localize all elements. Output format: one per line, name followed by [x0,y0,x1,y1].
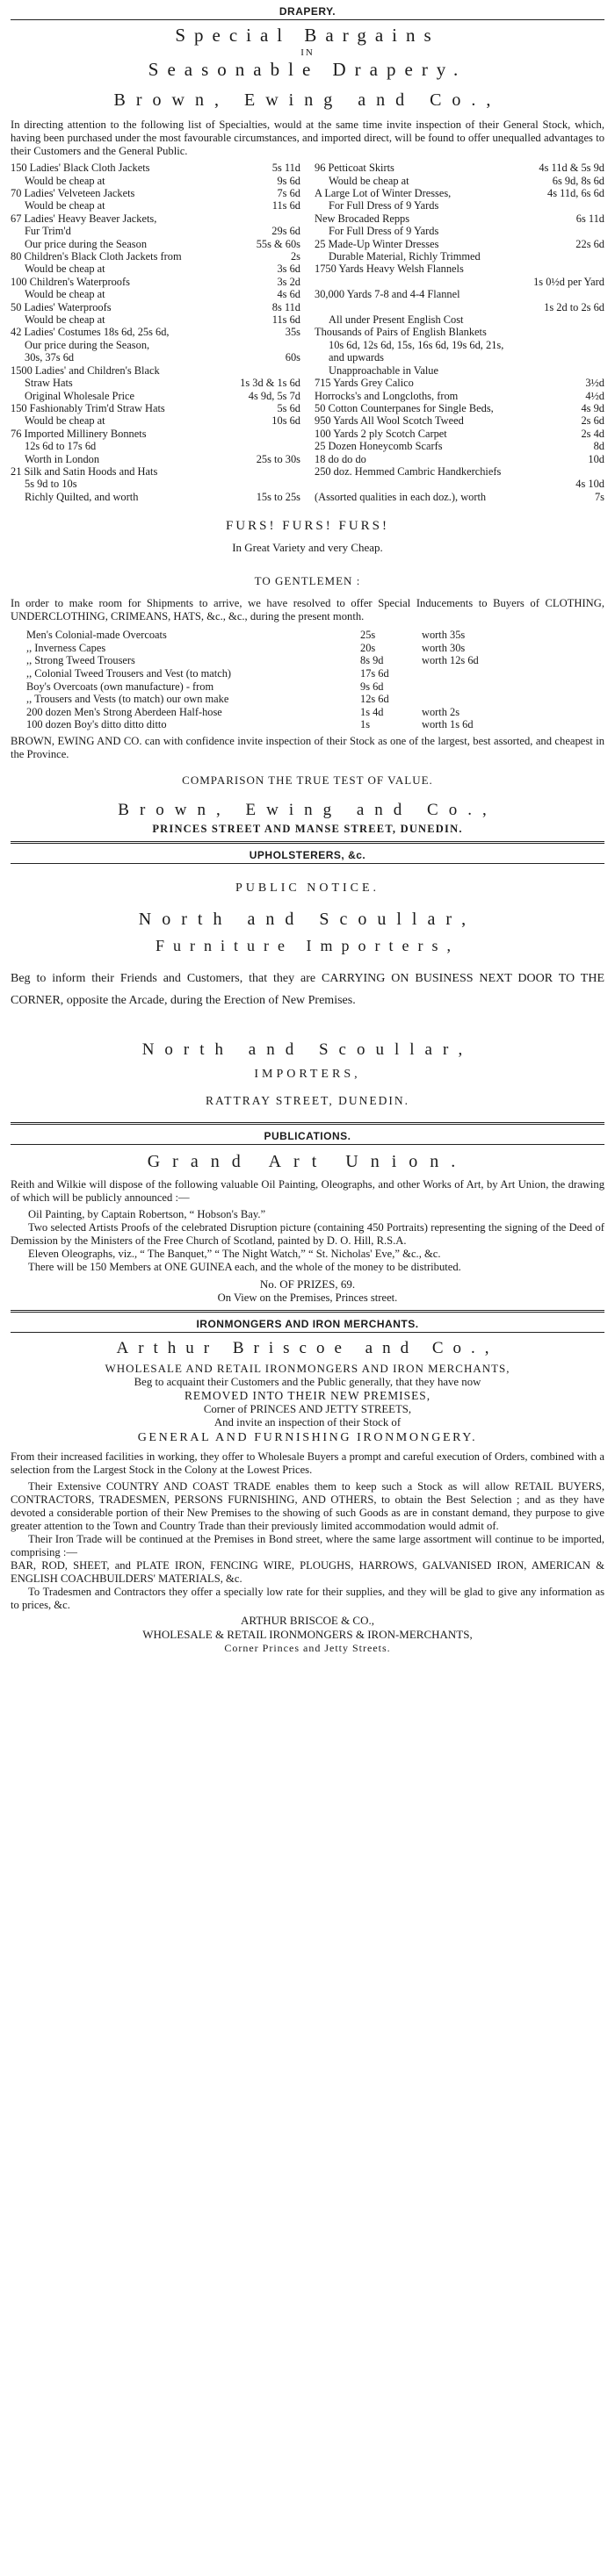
item-price: 6s 11d [575,212,604,225]
firm-brown-ewing-footer: Brown, Ewing and Co., [118,800,497,819]
gentlemen-price: 17s 6d [360,666,389,680]
item-name: 96 Petticoat Skirts [315,162,394,175]
item-price: 22s 6d [575,237,604,250]
item-name: Horrocks's and Longcloths, from [315,389,459,402]
gentlemen-worth [422,693,527,706]
item-name: 76 Imported Millinery Bonnets [11,427,147,440]
item-price: 4s 6d [277,288,300,301]
briscoe-line1: WHOLESALE AND RETAIL IRONMONGERS AND IRON MERCHANTS, [105,1362,510,1376]
item-name: Thousands of Pairs of English Blankets [315,326,487,339]
headline-special-bargains: Special Bargains [175,25,440,46]
price-row [11,364,300,377]
gentlemen-table [26,629,604,731]
item-name: Would be cheap at [25,263,105,276]
item-name: 5s 9d to 10s [25,478,77,491]
divider [11,1122,604,1125]
item-name: 100 Children's Waterproofs [11,275,130,288]
price-row [315,402,604,414]
price-row [11,238,300,250]
item-name: 21 Silk and Satin Hoods and Hats [11,464,158,478]
price-row [315,288,604,300]
briscoe-line5: And invite an inspection of their Stock of [213,1416,402,1429]
gentlemen-price: 25s [360,629,376,642]
item-name: (Assorted qualities in each doz.), worth [315,490,487,503]
section-title-drapery: DRAPERY. [11,4,604,20]
price-row [315,276,604,288]
price-row [11,187,300,199]
item-price: 3s 6d [277,263,300,276]
item-name: Our price during the Season [25,237,148,250]
price-row [11,453,300,465]
item-name: 70 Ladies' Velveteen Jackets [11,187,135,199]
gentlemen-row [26,693,604,706]
gentlemen-price: 9s 6d [360,680,384,693]
price-row [11,326,300,338]
gentlemen-row [26,642,604,655]
gentlemen-price: 1s 4d [360,705,384,718]
item-name: Would be cheap at [25,288,105,301]
art-union-para3: Two selected Artists Proofs of the celebrated Disruption picture (containing 450 Portraits) representing the signing of the Deed of Demission by the Ministers of the Free Church of Scotland, painted by D. O. Hill, R.S.A. [11,1221,604,1248]
section-title-upholsterers: UPHOLSTERERS, &c. [11,847,604,864]
item-name: 30,000 Yards 7-8 and 4-4 Flannel [315,288,460,301]
gentlemen-worth: worth 35s [422,629,466,642]
item-name: Would be cheap at [329,174,409,187]
price-row [315,250,604,263]
price-row [11,199,300,212]
item-price: 5s 11d [271,162,300,175]
price-row [315,478,604,490]
price-row [315,491,604,503]
drapery-left-column [11,162,300,503]
price-row [11,339,300,351]
item-name: 42 Ladies' Costumes 18s 6d, 25s 6d, [11,326,170,339]
gentlemen-worth [422,667,527,680]
price-row [11,225,300,237]
item-price: 10s 6d [271,414,300,428]
gentlemen-worth: worth 2s [422,705,460,718]
divider [11,841,604,844]
item-name: 25 Dozen Honeycomb Scarfs [315,440,443,453]
item-name: Would be cheap at [25,174,105,187]
gentlemen-row [26,654,604,667]
drapery-price-columns [11,162,604,503]
item-name: For Full Dress of 9 Yards [329,225,439,238]
item-name: New Brocaded Repps [315,212,410,225]
price-row [315,428,604,440]
gentlemen-item: Boy's Overcoats (own manufacture) - from [26,680,214,693]
item-price: 4s 9d, 5s 7d [248,389,300,402]
price-row [315,263,604,275]
price-row [11,313,300,326]
item-price: 5s 6d [277,401,300,414]
gentlemen-row [26,667,604,680]
gentlemen-price: 20s [360,641,376,654]
item-price: 9s 6d [277,174,300,187]
art-union-para2: Oil Painting, by Captain Robertson, “ Hobson's Bay.” [28,1208,266,1221]
drapery-intro: In directing attention to the following list of Specialties, would at the same time invite inspection of their General Stock, which, having been purchased under the most favourable circumstances, and imported direct, will be found to offer unequalled advantages to their Customers and the General Public. [11,119,604,158]
item-name: 25 Made-Up Winter Dresses [315,237,439,250]
item-name: 50 Cotton Counterpanes for Single Beds, [315,401,494,414]
importers-label: IMPORTERS, [254,1068,361,1082]
item-name: 250 doz. Hemmed Cambric Handkerchiefs [315,464,502,478]
price-row [11,402,300,414]
price-row [11,276,300,288]
price-row [11,250,300,263]
item-price: 6s 9d, 8s 6d [552,174,604,187]
section-title-publications: PUBLICATIONS. [11,1128,604,1145]
briscoe-para3: Their Iron Trade will be continued at the Premises in Bond street, where the same large assortment will continue to be imported, comprising :— [11,1533,604,1559]
item-price: 3½d [585,377,604,390]
price-row [315,301,604,313]
price-row [11,351,300,363]
furniture-importers: Furniture Importers, [156,936,459,954]
price-row [315,313,604,326]
item-name: Would be cheap at [25,414,105,428]
item-name: 12s 6d to 17s 6d [25,440,97,453]
item-name: 1750 Yards Heavy Welsh Flannels [315,263,464,276]
gentlemen-row [26,680,604,694]
item-name: 67 Ladies' Heavy Beaver Jackets, [11,212,157,225]
furs-sub: In Great Variety and very Cheap. [232,541,383,555]
item-price: 7s [594,490,604,503]
item-name: Durable Material, Richly Trimmed [329,250,481,263]
gentlemen-worth: worth 30s [422,641,466,654]
item-name: 150 Ladies' Black Cloth Jackets [11,162,150,175]
gentlemen-outro: BROWN, EWING AND CO. can with confidence invite inspection of their Stock as one of the largest, best assorted, and cheapest in the Province. [11,734,604,760]
price-row [315,440,604,452]
briscoe-footer2: WHOLESALE & RETAIL IRONMONGERS & IRON-MERCHANTS, [142,1628,473,1642]
item-name: 715 Yards Grey Calico [315,377,414,390]
briscoe-line4: Corner of PRINCES AND JETTY STREETS, [203,1403,412,1416]
art-union-para5: There will be 150 Members at ONE GUINEA each, and the whole of the money to be distributed. [28,1261,461,1274]
item-price: 60s [285,351,300,364]
price-row [315,339,604,351]
price-row [315,162,604,174]
gentlemen-price: 1s [360,718,371,731]
briscoe-line2: Beg to acquaint their Customers and the Public generally, that they have now [134,1376,481,1389]
item-name: 150 Fashionably Trim'd Straw Hats [11,401,165,414]
upholsterers-address: RATTRAY STREET, DUNEDIN. [206,1094,409,1108]
firm-brown-ewing: Brown, Ewing and Co., [113,90,502,111]
price-row [11,288,300,300]
price-row [315,465,604,478]
item-name: 18 do do do [315,452,366,465]
gentlemen-worth: worth 12s 6d [422,654,479,667]
item-price: 4s 10d [575,478,604,491]
price-row [11,175,300,187]
price-row [11,263,300,275]
price-row [11,465,300,478]
price-row [315,414,604,427]
item-name: Original Wholesale Price [25,389,135,402]
price-row [315,364,604,377]
item-price: 4½d [585,389,604,402]
briscoe-goods: BAR, ROD, SHEET, and PLATE IRON, FENCING WIRE, PLOUGHS, HARROWS, GALVANISED IRON, AMERICAN & ENGLISH COACHBUILDERS' MATERIALS, &c. [11,1559,604,1586]
art-union-para1: Reith and Wilkie will dispose of the following valuable Oil Painting, Oleographs, and other Works of Art, by Art Union, the drawing of which will be publicly announced :— [11,1178,604,1205]
item-name: A Large Lot of Winter Dresses, [315,187,452,199]
art-union-para4: Eleven Oleographs, viz., “ The Banquet,” “ The Night Watch,” “ St. Nicholas' Eve,” &c., &c. [28,1248,441,1261]
price-row [11,478,300,490]
price-row [11,162,300,174]
gentlemen-item: Men's Colonial-made Overcoats [26,629,167,642]
item-price: 29s 6d [271,225,300,238]
price-row [315,377,604,389]
item-price: 55s & 60s [256,237,300,250]
price-row [315,453,604,465]
briscoe-footer1: ARTHUR BRISCOE & CO., [241,1614,374,1628]
drapery-address: PRINCES STREET AND MANSE STREET, DUNEDIN. [152,822,463,835]
item-price: 4s 11d & 5s 9d [539,162,604,175]
item-name: Would be cheap at [25,199,105,212]
item-name: Straw Hats [25,377,73,390]
item-name: Fur Trim'd [25,225,71,238]
public-notice: PUBLIC NOTICE. [235,881,380,895]
firm-north-scoullar-footer: North and Scoullar, [141,1040,474,1059]
gentlemen-row [26,706,604,719]
gentlemen-intro: In order to make room for Shipments to arrive, we have resolved to offer Special Inducements to Buyers of CLOTHING, UNDERCLOTHING, CRIMEANS, HATS, &c., &c., during the present month. [11,597,604,623]
price-row [315,199,604,212]
price-row [11,491,300,503]
gentlemen-row [26,718,604,731]
gentlemen-item: ,, Strong Tweed Trousers [26,654,135,667]
price-row [315,326,604,338]
furs-line: FURS! FURS! FURS! [225,519,390,534]
briscoe-line3: REMOVED INTO THEIR NEW PREMISES, [184,1389,431,1403]
item-price: 1s 3d & 1s 6d [240,377,300,390]
price-row [11,390,300,402]
item-name: Our price during the Season, [25,338,150,351]
briscoe-para4: To Tradesmen and Contractors they offer a specially low rate for their supplies, and they will be glad to give any information as to prices, &c. [11,1586,604,1612]
price-row [315,390,604,402]
item-name: Worth in London [25,452,100,465]
item-name: 950 Yards All Wool Scotch Tweed [315,414,464,428]
item-name: Richly Quilted, and worth [25,490,139,503]
gentlemen-item: ,, Colonial Tweed Trousers and Vest (to match) [26,666,232,680]
gentlemen-item: ,, Trousers and Vests (to match) our own make [26,693,229,706]
briscoe-footer3: Corner Princes and Jetty Streets. [224,1642,391,1655]
item-price: 11s 6d [271,313,300,327]
briscoe-line6: GENERAL AND FURNISHING IRONMONGERY. [137,1431,478,1445]
gentlemen-item: ,, Inverness Capes [26,641,106,654]
firm-arthur-briscoe: Arthur Briscoe and Co., [116,1339,499,1358]
item-price: 35s [285,326,300,339]
price-row [315,187,604,199]
divider [11,1310,604,1313]
price-row [315,212,604,225]
price-row [11,212,300,225]
gentlemen-worth: worth 1s 6d [422,718,474,731]
firm-north-scoullar: North and Scoullar, [138,909,477,929]
headline-in: IN [300,47,315,59]
price-row [315,351,604,363]
headline-seasonable-drapery: Seasonable Drapery. [148,59,467,81]
item-price: 4s 11d, 6s 6d [547,187,604,199]
item-price: 11s 6d [271,199,300,212]
item-price: 1s 2d to 2s 6d [544,300,604,313]
item-price: 2s [290,250,300,263]
item-name: 80 Children's Black Cloth Jackets from [11,250,182,263]
item-price: 1s 0½d per Yard [533,275,604,288]
newspaper-page [11,4,604,1655]
item-price: 3s 2d [277,275,300,288]
price-row [11,440,300,452]
item-name: 30s, 37s 6d [25,351,75,364]
item-name: Would be cheap at [25,313,105,327]
briscoe-para1: From their increased facilities in working, they offer to Wholesale Buyers a prompt and careful execution of Orders, combined with a selection from the Largest Stock in the Colony at the Lowest Prices. [11,1450,604,1477]
gentlemen-title: TO GENTLEMEN : [254,574,361,588]
item-price: 2s 6d [581,414,604,428]
gentlemen-worth [422,680,527,694]
item-price: 8s 11d [271,300,300,313]
grand-art-union: Grand Art Union. [147,1152,468,1172]
comparison-banner: COMPARISON THE TRUE TEST OF VALUE. [182,773,433,787]
item-name: 100 Yards 2 ply Scotch Carpet [315,427,447,440]
item-price: 4s 9d [581,401,604,414]
item-name: 50 Ladies' Waterproofs [11,300,112,313]
item-name: All under Present English Cost [329,313,464,327]
item-price: 10d [588,452,604,465]
briscoe-para2: Their Extensive COUNTRY AND COAST TRADE enables them to keep such a Stock as will allow RETAIL BUYERS, CONTRACTORS, TRADESMEN, PERSONS FURNISHING, AND OTHERS, to obtain the Best Selection ; and as they have devoted a considerable portion of their New Premises to the showing of such Goods as are in constant demand, they purpose to give greater attention to the Town and Country Trade than their previously limited accommodation would admit of. [11,1480,604,1533]
on-view: On View on the Premises, Princes street. [217,1292,398,1305]
gentlemen-price: 8s 9d [360,654,384,667]
gentlemen-item: 200 dozen Men's Strong Aberdeen Half-hose [26,705,222,718]
item-name: 10s 6d, 12s 6d, 15s, 16s 6d, 19s 6d, 21s, [329,338,504,351]
price-row [315,238,604,250]
upholsterers-body: Beg to inform their Friends and Customers, that they are CARRYING ON BUSINESS NEXT DOOR TO THE CORNER, opposite the Arcade, during the Erection of New Premises. [11,971,604,1007]
item-name: For Full Dress of 9 Yards [329,199,439,212]
item-price: 25s to 30s [256,452,300,465]
price-row [11,428,300,440]
price-row [315,175,604,187]
gentlemen-row [26,629,604,642]
item-price: 2s 4d [581,427,604,440]
item-name: and upwards [329,351,384,364]
drapery-right-column [315,162,604,503]
item-name: Unapproachable in Value [329,363,439,377]
item-name: 1500 Ladies' and Children's Black [11,363,160,377]
section-title-ironmongers: IRONMONGERS AND IRON MERCHANTS. [11,1316,604,1333]
price-row [11,414,300,427]
price-row [11,301,300,313]
item-price: 15s to 25s [256,490,300,503]
price-row [11,377,300,389]
gentlemen-price: 12s 6d [360,693,389,706]
gentlemen-item: 100 dozen Boy's ditto ditto ditto [26,718,167,731]
number-of-prizes: No. OF PRIZES, 69. [259,1277,356,1292]
item-price: 7s 6d [277,187,300,199]
item-price: 8d [593,440,604,453]
price-row [315,225,604,237]
